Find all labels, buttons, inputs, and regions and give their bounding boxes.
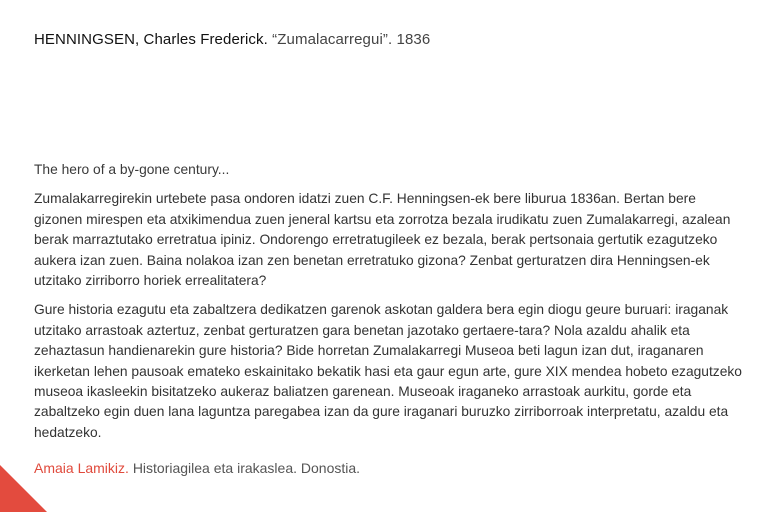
citation-header: [34, 31, 430, 48]
corner-triangle-decoration: [0, 465, 47, 512]
signature: [34, 460, 360, 476]
signature-role: Historiagilea eta irakaslea. Donostia.: [132, 460, 361, 476]
signature-name: Amaia Lamikiz.: [34, 460, 129, 476]
citation-author: HENNINGSEN, Charles Frederick.: [34, 31, 268, 48]
intro-line: The hero of a by-gone century...: [34, 162, 230, 177]
citation-work: “Zumalacarregui”. 1836: [272, 31, 431, 48]
main-text: [34, 160, 744, 452]
paragraph-2: Gure historia ezagutu eta zabaltzera dedikatzen garenok askotan galdera bera egin diogu geure buruari: iraganak utzitako arrastoak aztertuz, zenbat gerturatzen gara benetan jazotako gertaere-tara? Nola azaldu ahalik eta zehaztasun handienarekin gure historia? Bide horretan Zumalakarregi Museoa beti lagun izan dut, iraganaren ikerketan lehen pausoak emateko eskainitako bekatik hasi eta gaur egun arte, gure XIX mendea hobeto ezagutzeko museoa ikasleekin bisitatzeko aukeraz baliatzen garenean. Museoak iraganeko arrastoak aurkitu, gorde eta zabaltzeko egin duen lana laguntza paregabea izan da gure iraganari buruzko zirriborroak interpretatu, azaldu eta hedatzeko.: [34, 302, 742, 440]
paragraph-1: Zumalakarregirekin urtebete pasa ondoren idatzi zuen C.F. Henningsen-ek bere liburua 1836an. Bertan bere gizonen mirespen eta atxikimendua zuen jeneral kartsu eta zorrotza bezala irudikatu zuen Zumalakarregi, azalean berak marraztutako erretratua ipiniz. Ondorengo erretratugileek ez bezala, berak pertsonaia gertutik ezagutzeko aukera izan zuen. Baina nolakoa izan zen benetan erretratuko gizona? Zenbat gerturatzen dira Henningsen-ek utzitako zirriborro horiek errealitatera?: [34, 191, 731, 289]
